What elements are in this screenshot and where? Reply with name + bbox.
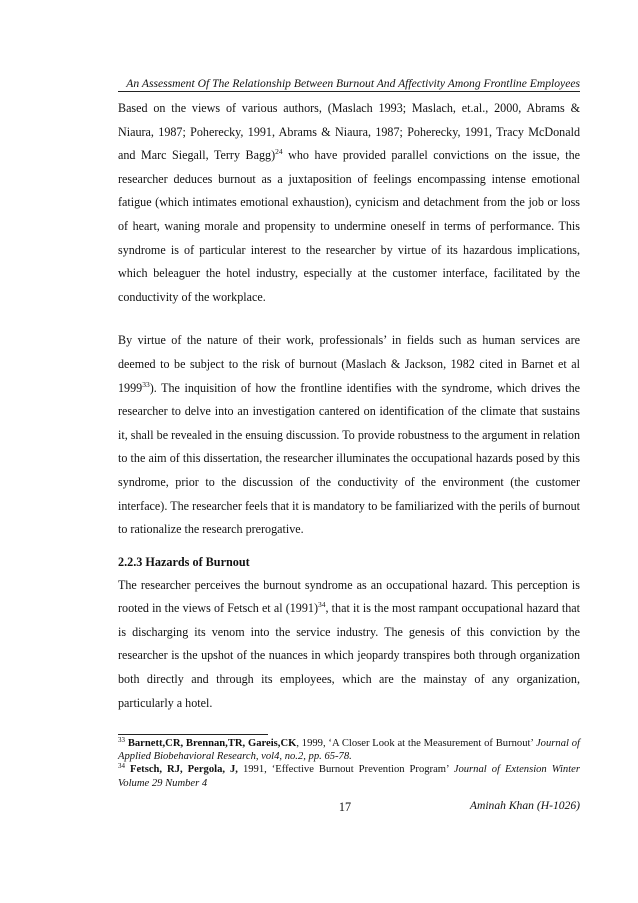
running-header: An Assessment Of The Relationship Between Burnout And Affectivity Among Frontline Employees [118, 76, 580, 92]
footnote-text: 1991, ‘Effective Burnout Prevention Program’ [237, 764, 454, 776]
citation-ref-33: 33 [142, 379, 150, 389]
paragraph-2-text-a: By virtue of the nature of their work, professionals’ in fields such as human services are deemed to be subject to the risk of burnout (Maslach & Jackson, 1982 cited in Barnet et al 1999 [118, 333, 580, 395]
footnote-34 [118, 763, 580, 789]
footnote-journal: Journal of Applied Biobehavioral Research, vol4, no.2, pp. 65-78. [118, 738, 580, 763]
footnote-authors: Barnett,CR, Brennan,TR, Gareis,CK [127, 738, 297, 749]
footnote-text: , 1999, ‘A Closer Look at the Measurement of Burnout’ [296, 738, 536, 749]
page-number: 17 [338, 800, 352, 814]
footnotes [118, 737, 580, 790]
footnote-mark: 34 [118, 762, 125, 771]
footer-author: Aminah Khan (H-1026) [469, 799, 580, 812]
paragraph-3-text-a: The researcher perceives the burnout syndrome as an occupational hazard. This perception is rooted in the views of Fetsch et al (1991) [118, 577, 580, 616]
paragraph-3 [118, 574, 580, 716]
footnote-mark: 33 [118, 736, 125, 744]
footnote-authors: Fetsch, RJ, Pergola, J, [130, 764, 238, 776]
body-text [118, 97, 580, 715]
footnote-divider [118, 734, 268, 735]
paragraph-3-text-b: , that it is the most rampant occupational hazard that is discharging its venom into the service industry. The genesis of this conviction by the researcher is the upshot of the nuances in which jeopardy transpires both through organization both directly and through its employees, which are the mainstay of any organization, particularly a hotel. [118, 601, 580, 710]
citation-ref-24: 24 [275, 147, 283, 157]
section-heading: 2.2.3 Hazards of Burnout [118, 554, 250, 569]
footnote-journal: Journal of Extension Winter Volume 29 Number 4 [118, 764, 580, 789]
paragraph-1-text-b: who have provided parallel convictions on the issue, the researcher deduces burnout as a juxtaposition of feelings encompassing intense emotional fatigue (which intimates emotional exhaustion), cynicism and detachment from the job or loss of heart, waning morale and propensity to undermine oneself in terms of performance. This syndrome is of particular interest to the researcher by virtue of its hazardous implications, which beleaguer the hotel industry, especially at the customer interface, facilitated by the conductivity of the workplace. [118, 148, 580, 304]
citation-ref-34: 34 [317, 600, 326, 610]
paragraph-1 [118, 97, 580, 309]
footnote-33 [118, 737, 580, 763]
paragraph-2-text-b: ). The inquisition of how the frontline identifies with the syndrome, which drives the researcher to delve into an investigation cantered on identification of the climate that sustains it, shall be revealed in the ensuing discussion. To provide robustness to the argument in relation to the aim of this dissertation, the researcher illuminates the occupational hazards posed by this syndrome, prior to the discussion of the conductivity of the environment (the customer interface). The researcher feels that it is mandatory to be familiarized with the perils of burnout to rationalize the research prerogative. [118, 380, 580, 537]
paragraph-1-text-a: Based on the views of various authors, (Maslach 1993; Maslach, et.al., 2000, Abrams & Niaura, 1987; Poherecky, 1991, Abrams & Niaura, 1987; Poherecky, 1991, Tracy McDonald and Marc Siegall, Terry Bagg) [118, 101, 580, 163]
paragraph-2 [118, 329, 580, 541]
